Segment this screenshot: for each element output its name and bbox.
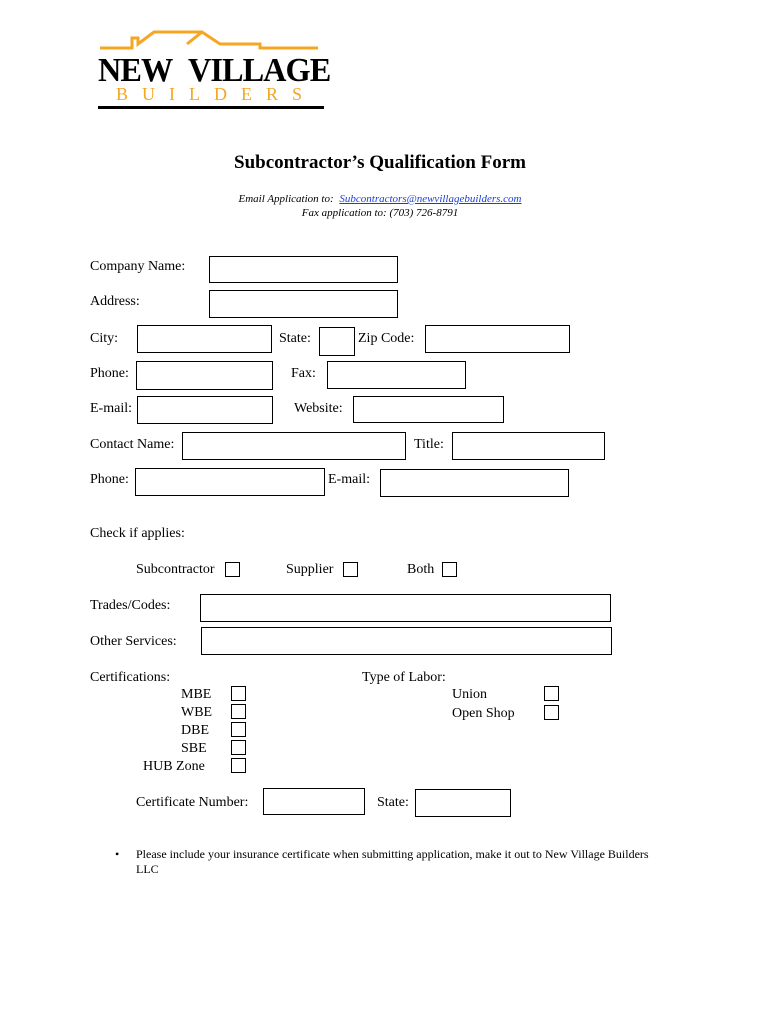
cert-checkbox-sbe[interactable] (231, 740, 246, 755)
contact-email-field[interactable] (380, 469, 569, 497)
fax-field[interactable] (327, 361, 466, 389)
email-field[interactable] (137, 396, 273, 424)
state-label: State: (279, 331, 311, 346)
check-if-applies-heading: Check if applies: (90, 526, 185, 541)
address-field[interactable] (209, 290, 398, 318)
email-application-label: Email Application to: (238, 193, 334, 205)
company-name-field[interactable] (209, 256, 398, 283)
subcontractor-checkbox[interactable] (225, 562, 240, 577)
note-bullet: • (115, 847, 120, 861)
city-field[interactable] (137, 325, 272, 353)
email-label: E-mail: (90, 401, 132, 416)
logo-underline (98, 106, 324, 109)
type-of-labor-heading: Type of Labor: (362, 670, 446, 685)
website-field[interactable] (353, 396, 504, 423)
trades-codes-field[interactable] (200, 594, 611, 622)
trades-codes-label: Trades/Codes: (90, 598, 171, 613)
contact-phone-label: Phone: (90, 472, 129, 487)
cert-checkbox-hub-zone[interactable] (231, 758, 246, 773)
labor-checkbox-open-shop[interactable] (544, 705, 559, 720)
cert-checkbox-mbe[interactable] (231, 686, 246, 701)
labor-label-open-shop: Open Shop (452, 706, 515, 721)
contact-email-label: E-mail: (328, 472, 370, 487)
other-services-label: Other Services: (90, 634, 177, 649)
logo-word-village: VILLAGE (188, 52, 331, 89)
other-services-field[interactable] (201, 627, 612, 655)
labor-label-union: Union (452, 687, 487, 702)
contact-name-label: Contact Name: (90, 437, 175, 452)
supplier-label: Supplier (286, 562, 334, 577)
subcontractor-label: Subcontractor (136, 562, 215, 577)
cert-checkbox-wbe[interactable] (231, 704, 246, 719)
cert-label-sbe: SBE (181, 741, 207, 756)
logo-word-new: NEW (98, 52, 173, 89)
fax-application-line: Fax application to: (703) 726-8791 (301, 207, 459, 219)
certifications-heading: Certifications: (90, 670, 171, 685)
page-title: Subcontractor’s Qualification Form (234, 152, 526, 173)
certificate-number-label: Certificate Number: (136, 795, 249, 810)
cert-state-field[interactable] (415, 789, 511, 817)
title-field[interactable] (452, 432, 605, 460)
zip-code-label: Zip Code: (358, 331, 415, 346)
phone-field[interactable] (136, 361, 273, 390)
cert-checkbox-dbe[interactable] (231, 722, 246, 737)
state-field[interactable] (319, 327, 355, 356)
labor-checkbox-union[interactable] (544, 686, 559, 701)
logo-tagline: BUILDERS (116, 84, 317, 104)
company-logo (92, 22, 332, 114)
certificate-number-field[interactable] (263, 788, 365, 815)
supplier-checkbox[interactable] (343, 562, 358, 577)
email-application-link[interactable]: Subcontractors@newvillagebuilders.com (339, 193, 522, 205)
address-label: Address: (90, 294, 140, 309)
cert-state-label: State: (377, 795, 409, 810)
note-line-1: Please include your insurance certificate when submitting application, make it out to New Village Builders (136, 847, 649, 861)
contact-name-field[interactable] (182, 432, 406, 460)
title-label: Title: (414, 437, 444, 452)
cert-label-mbe: MBE (181, 687, 212, 702)
city-label: City: (90, 331, 119, 346)
fax-label: Fax: (291, 366, 316, 381)
cert-label-dbe: DBE (181, 723, 209, 738)
cert-label-wbe: WBE (181, 705, 213, 720)
email-application-line (0, 193, 760, 205)
phone-label: Phone: (90, 366, 129, 381)
both-label: Both (407, 562, 435, 577)
cert-label-hub-zone: HUB Zone (143, 759, 205, 774)
contact-phone-field[interactable] (135, 468, 325, 496)
website-label: Website: (294, 401, 343, 416)
both-checkbox[interactable] (442, 562, 457, 577)
note-line-2: LLC (136, 862, 159, 876)
company-name-label: Company Name: (90, 259, 186, 274)
zip-code-field[interactable] (425, 325, 570, 353)
